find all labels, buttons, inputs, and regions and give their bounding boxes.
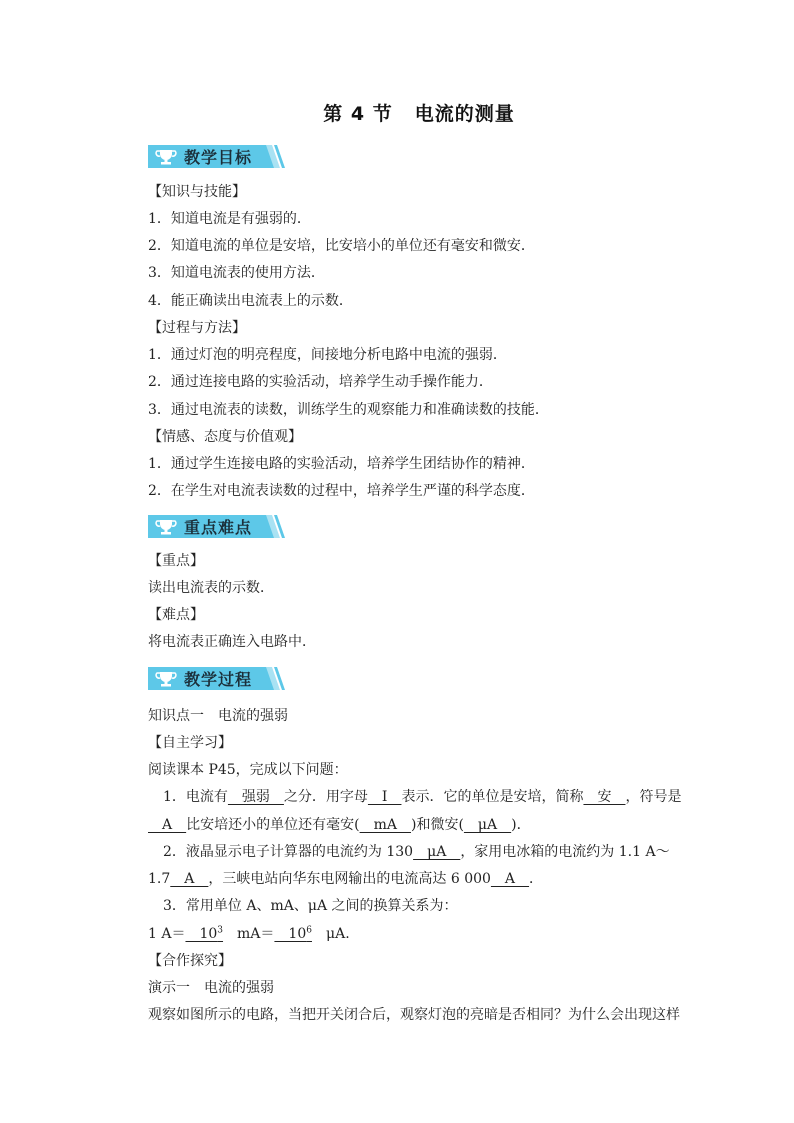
answer-blank: 强弱 xyxy=(227,789,284,805)
answer-blank: μA xyxy=(463,817,512,833)
answer-blank: A xyxy=(148,817,187,833)
answer-blank: μA xyxy=(413,844,461,860)
answer-blank: mA xyxy=(359,817,411,833)
goals-heading-attitude: 【情感、态度与价值观】 xyxy=(148,429,302,445)
cooperation-heading: 【合作探究】 xyxy=(148,953,232,969)
banner-teaching-goals xyxy=(148,142,286,170)
goal-item: 3．知道电流表的使用方法． xyxy=(148,265,325,281)
banner-label: 教学过程 xyxy=(184,670,253,689)
reading-instruction: 阅读课本 P45，完成以下问题： xyxy=(148,762,348,778)
answer-blank: A xyxy=(170,871,209,887)
question-1-line-1: 1．电流有 强弱 之分．用字母 I 表示．它的单位是安培，简称 安 ，符号是 xyxy=(163,789,682,805)
goal-item: 2．在学生对电流表读数的过程中，培养学生严谨的科学态度． xyxy=(148,483,535,499)
question-2-line-2: 1.7 A ，三峡电站向华东电网输出的电流高达 6 000 A ． xyxy=(148,871,544,887)
demo-title: 演示一 电流的强弱 xyxy=(148,980,274,996)
page-title xyxy=(0,99,794,126)
goal-item: 2．知道电流的单位是安培，比安培小的单位还有毫安和微安． xyxy=(148,238,535,254)
banner-teaching-process xyxy=(148,664,286,692)
difficulty-text: 将电流表正确连入电路中． xyxy=(148,634,316,650)
goals-heading-process: 【过程与方法】 xyxy=(148,320,246,336)
goal-item: 1．通过灯泡的明亮程度，间接地分析电路中电流的强弱． xyxy=(148,347,507,363)
goal-item: 3．通过电流表的读数，训练学生的观察能力和准确读数的技能． xyxy=(148,402,549,418)
self-study-heading: 【自主学习】 xyxy=(148,735,232,751)
key-heading: 【重点】 xyxy=(148,553,204,569)
banner-label: 重点难点 xyxy=(184,518,253,537)
answer-blank: $10^6$ xyxy=(274,925,312,942)
goal-item: 1．通过学生连接电路的实验活动，培养学生团结协作的精神． xyxy=(148,456,535,472)
answer-blank: I xyxy=(367,789,402,805)
section-name: 电流的测量 xyxy=(414,103,515,125)
answer-blank: 安 xyxy=(583,789,626,805)
observation-text: 观察如图所示的电路，当把开关闭合后，观察灯泡的亮暗是否相同？为什么会出现这样 xyxy=(148,1007,680,1023)
question-1-line-2: A 比安培还小的单位还有毫安( mA )和微安( μA )． xyxy=(148,817,531,833)
difficulty-heading: 【难点】 xyxy=(148,607,204,623)
goal-item: 2．通过连接电路的实验活动，培养学生动手操作能力． xyxy=(148,374,493,390)
answer-blank: A xyxy=(490,871,530,887)
question-2-line-1: 2．液晶显示电子计算器的电流约为 130 μA ，家用电冰箱的电流约为 1.1 A～ xyxy=(163,844,670,860)
goals-heading-knowledge: 【知识与技能】 xyxy=(148,184,246,200)
banner-key-points xyxy=(148,512,286,540)
unit-conversion: 1 A＝ $10^3$ mA＝ $10^6$ μA. xyxy=(148,925,350,942)
question-3: 3．常用单位 A、mA、μA 之间的换算关系为： xyxy=(163,898,458,914)
key-text: 读出电流表的示数． xyxy=(148,580,274,596)
knowledge-point-title: 知识点一 电流的强弱 xyxy=(148,708,288,724)
answer-blank: $10^3$ xyxy=(185,925,224,942)
goal-item: 1．知道电流是有强弱的． xyxy=(148,211,311,227)
goal-item: 4．能正确读出电流表上的示数． xyxy=(148,293,353,309)
section-number: 第 4 节 xyxy=(323,103,393,125)
banner-label: 教学目标 xyxy=(184,148,253,167)
